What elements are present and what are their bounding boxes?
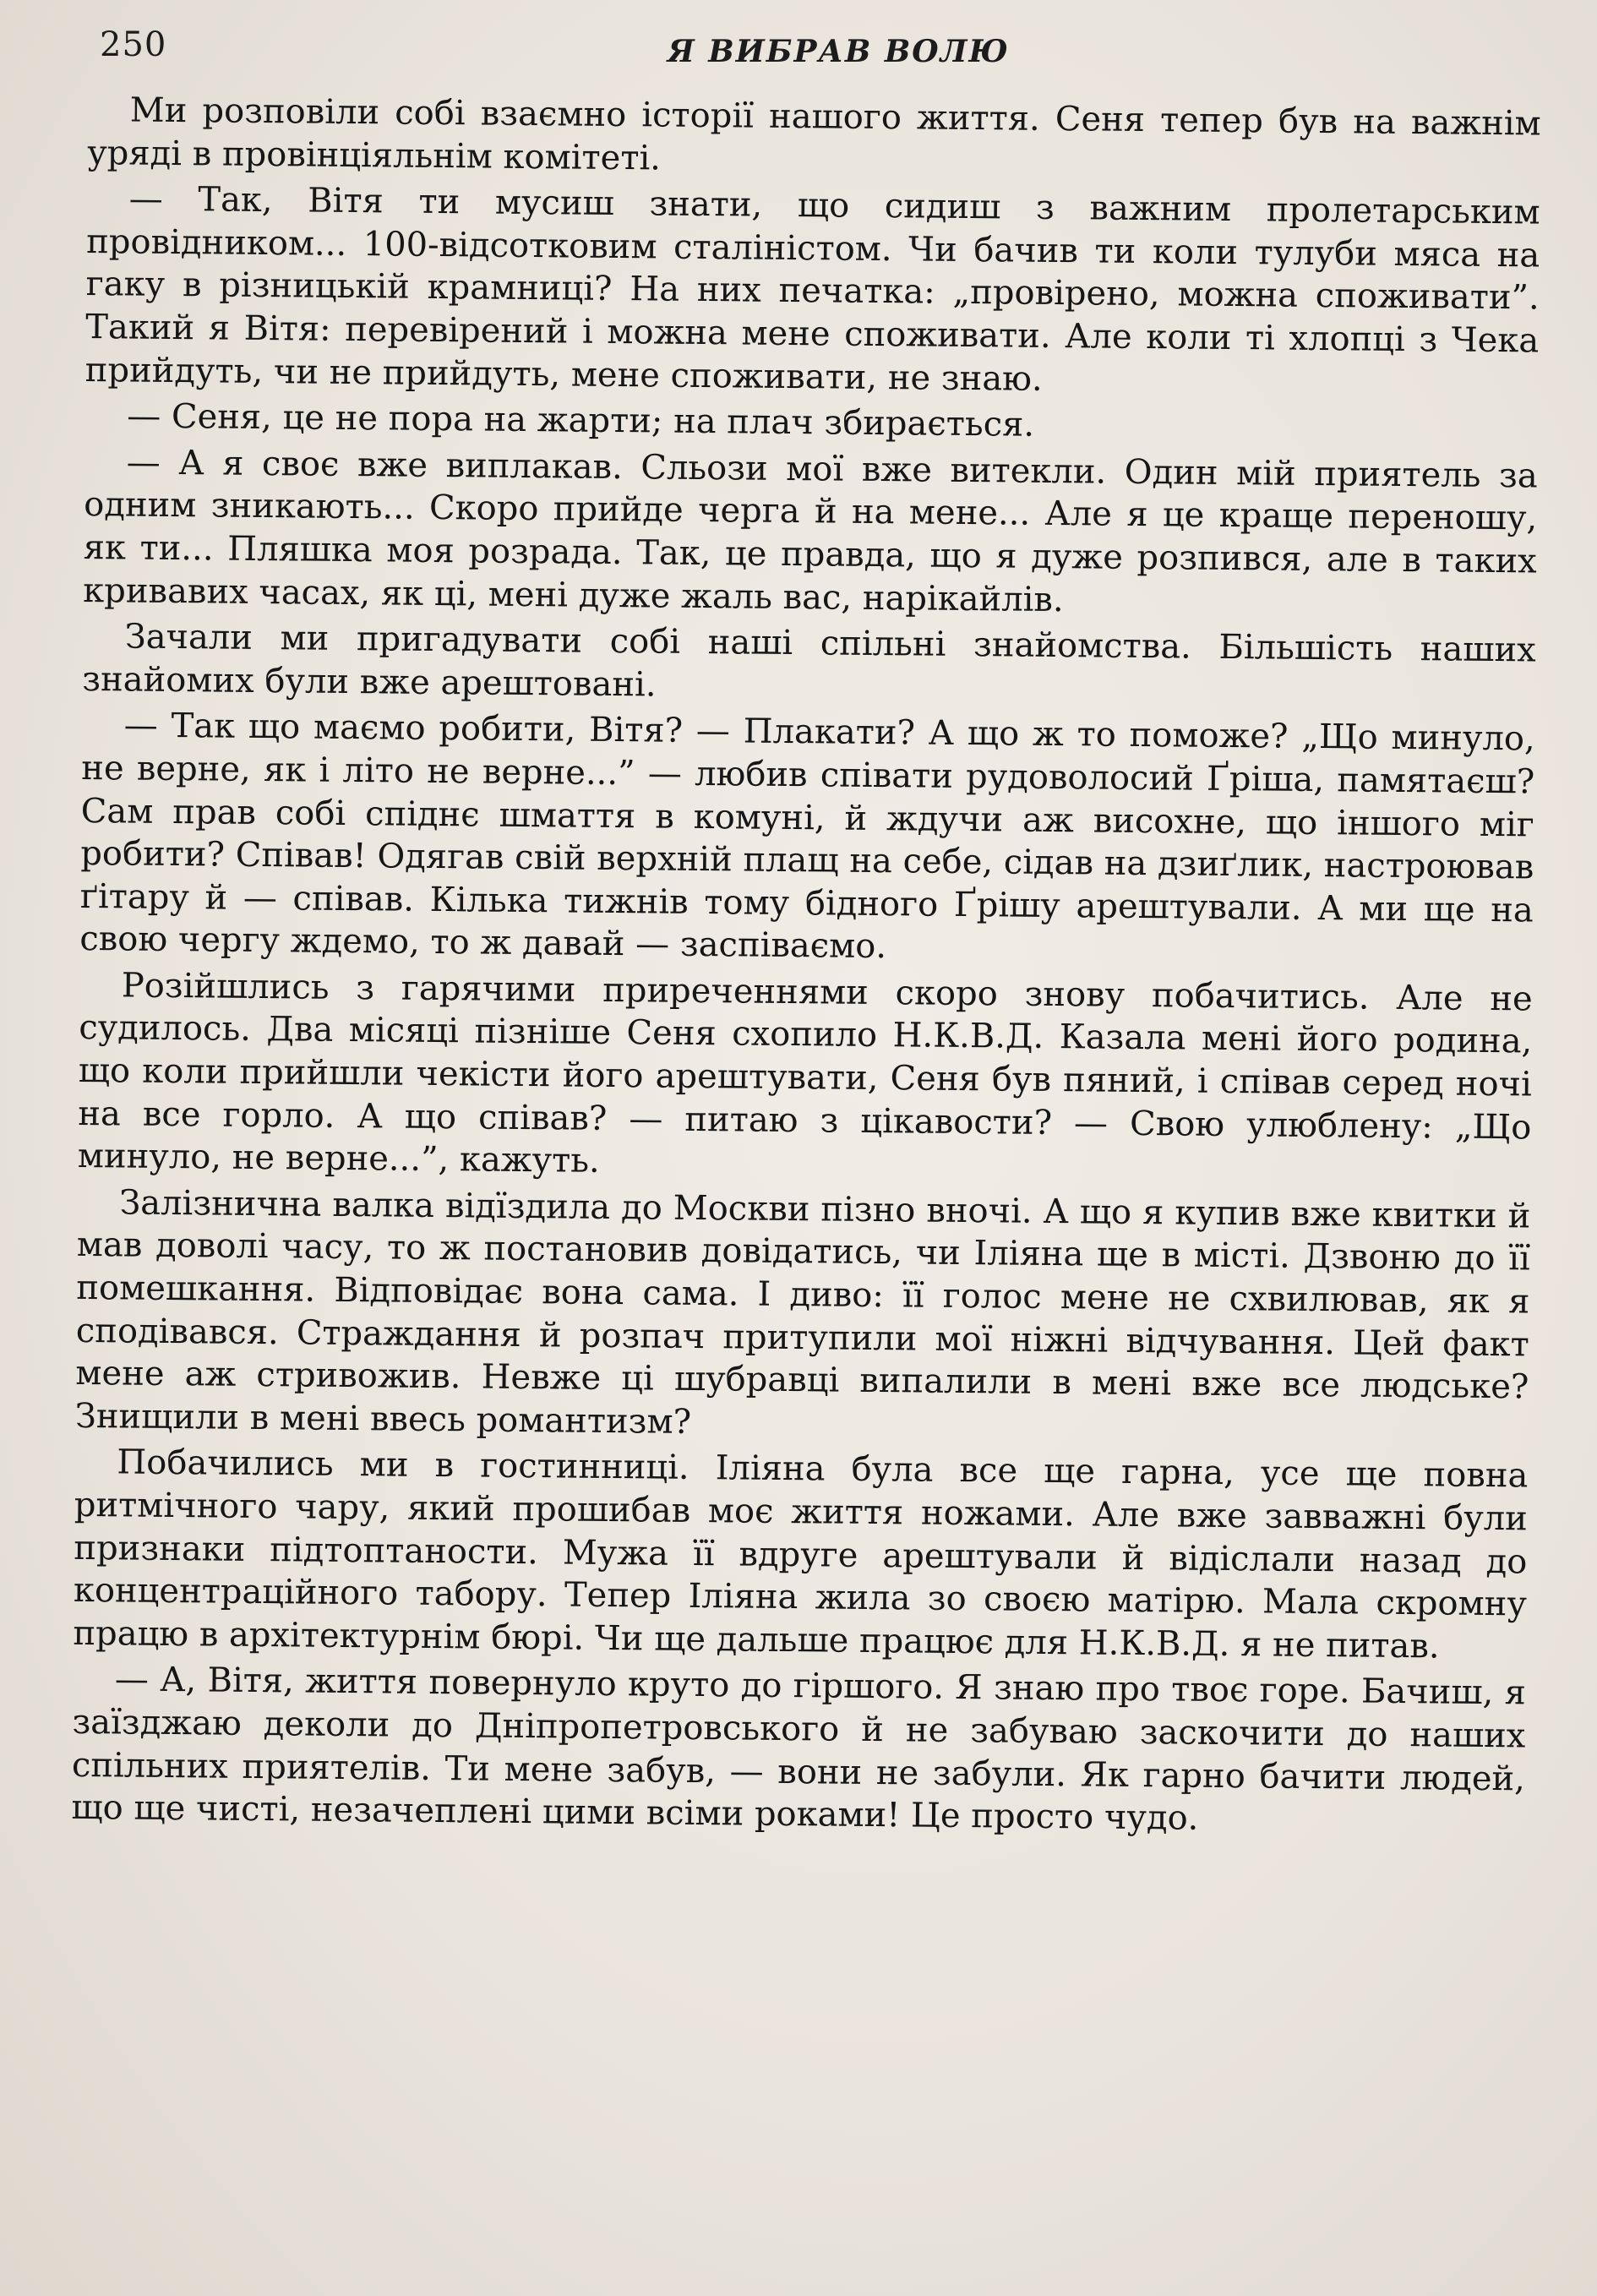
body-text — [71, 89, 1541, 1846]
paragraph: — Так, Вітя ти мусиш знати, що сидиш з важним пролетарським провідником... 100-відсотковим сталіністом. Чи бачив ти коли тулуби мяса на гаку в різницькій крамниці? На них печатка: „провірено, можна споживати”. Такий я Вітя: перевірений і можна мене споживати. Але коли ті хлопці з Чека прийдуть, чи не прийдуть, мене споживати, не знаю. — [84, 179, 1540, 399]
paragraph: — Так що маємо робити, Вітя? — Плакати? А що ж то поможе? „Що минуло, не верне, як і літо не верне...” — любив співати рудоволосий Ґріша, памятаєш? Сам прав собі спіднє шмаття в комуні, й ждучи аж висохне, що іншого міг робити? Співав! Одягав свій верхній плащ на себе, сідав на дзиґлик, настроював ґітару й — співав. Кілька тижнів тому бідного Ґрішу арештували. А ми ще на свою чергу ждемо, то ж давай — заспіваємо. — [79, 706, 1535, 967]
paragraph: Зачали ми пригадувати собі наші спільні знайомства. Більшість наших знайомих були вже арештовані. — [82, 617, 1536, 705]
page-header — [93, 25, 1529, 76]
running-title: Я ВИБРАВ ВОЛЮ — [668, 34, 1010, 69]
paragraph: — А я своє вже виплакав. Сльози мої вже витекли. Один мій приятель за одним зникають... Скоро прийде черга й на мене... Але я це краще переношу, як ти... Пляшка моя розрада. Так, це правда, що я дуже розпився, але в таких кривавих часах, як ці, мені дуже жаль вас, нарікайлів. — [83, 443, 1538, 619]
page-number: 250 — [100, 25, 167, 64]
paragraph: Ми розповіли собі взаємно історії нашого життя. Сеня тепер був на важнім уряді в провінціяльнім комітеті. — [87, 90, 1541, 178]
paragraph: — А, Вітя, життя повернуло круто до гіршого. Я знаю про твоє горе. Бачиш, я заїзджаю деколи до Дніпропетровського й не забуваю заскочити до наших спільних приятелів. Ти мене забув, — вони не забули. Як гарно бачити людей, що ще чисті, незачеплені цими всіми роками! Це просто чудо. — [71, 1660, 1527, 1838]
paragraph: Залізнична валка відїздила до Москви пізно вночі. А що я купив вже квитки й мав доволі часу, то ж постановив довідатись, чи Іліяна ще в місті. Дзвоню до її помешкання. Відповідає вона сама. І диво: її голос мене не схвилював, як я сподівався. Страждання й розпач притупили мої ніжні відчування. Цей факт мене аж стривожив. Невже ці шубравці випалили в мені вже все людське? Знищили в мені ввесь романтизм? — [74, 1183, 1531, 1442]
paragraph: Розійшлись з гарячими приреченнями скоро знову побачитись. Але не судилось. Два місяці пізніше Сеня схопило Н.К.В.Д. Казала мені його родина, що коли прийшли чекісти його арештувати, Сеня був пяний, і співав серед ночі на все горло. А що співав? — питаю з цікавости? — Свою улюблену: „Що минуло, не верне...”, кажуть. — [77, 966, 1533, 1181]
paragraph: — Сеня, це не пора на жарти; на плач збирається. — [127, 396, 1035, 444]
paragraph: Побачились ми в гостинниці. Іліяна була все ще гарна, усе ще повна ритмічного чару, який прошибав моє життя ножами. Але вже завважні були признаки підтоптаности. Мужа її вдруге арештували й відіслали назад до концентраційного табору. Тепер Іліяна жила зо своєю матірю. Мала скромну працю в архітектурнім бюрі. Чи ще дальше працює для Н.К.В.Д. я не питав. — [73, 1442, 1529, 1666]
